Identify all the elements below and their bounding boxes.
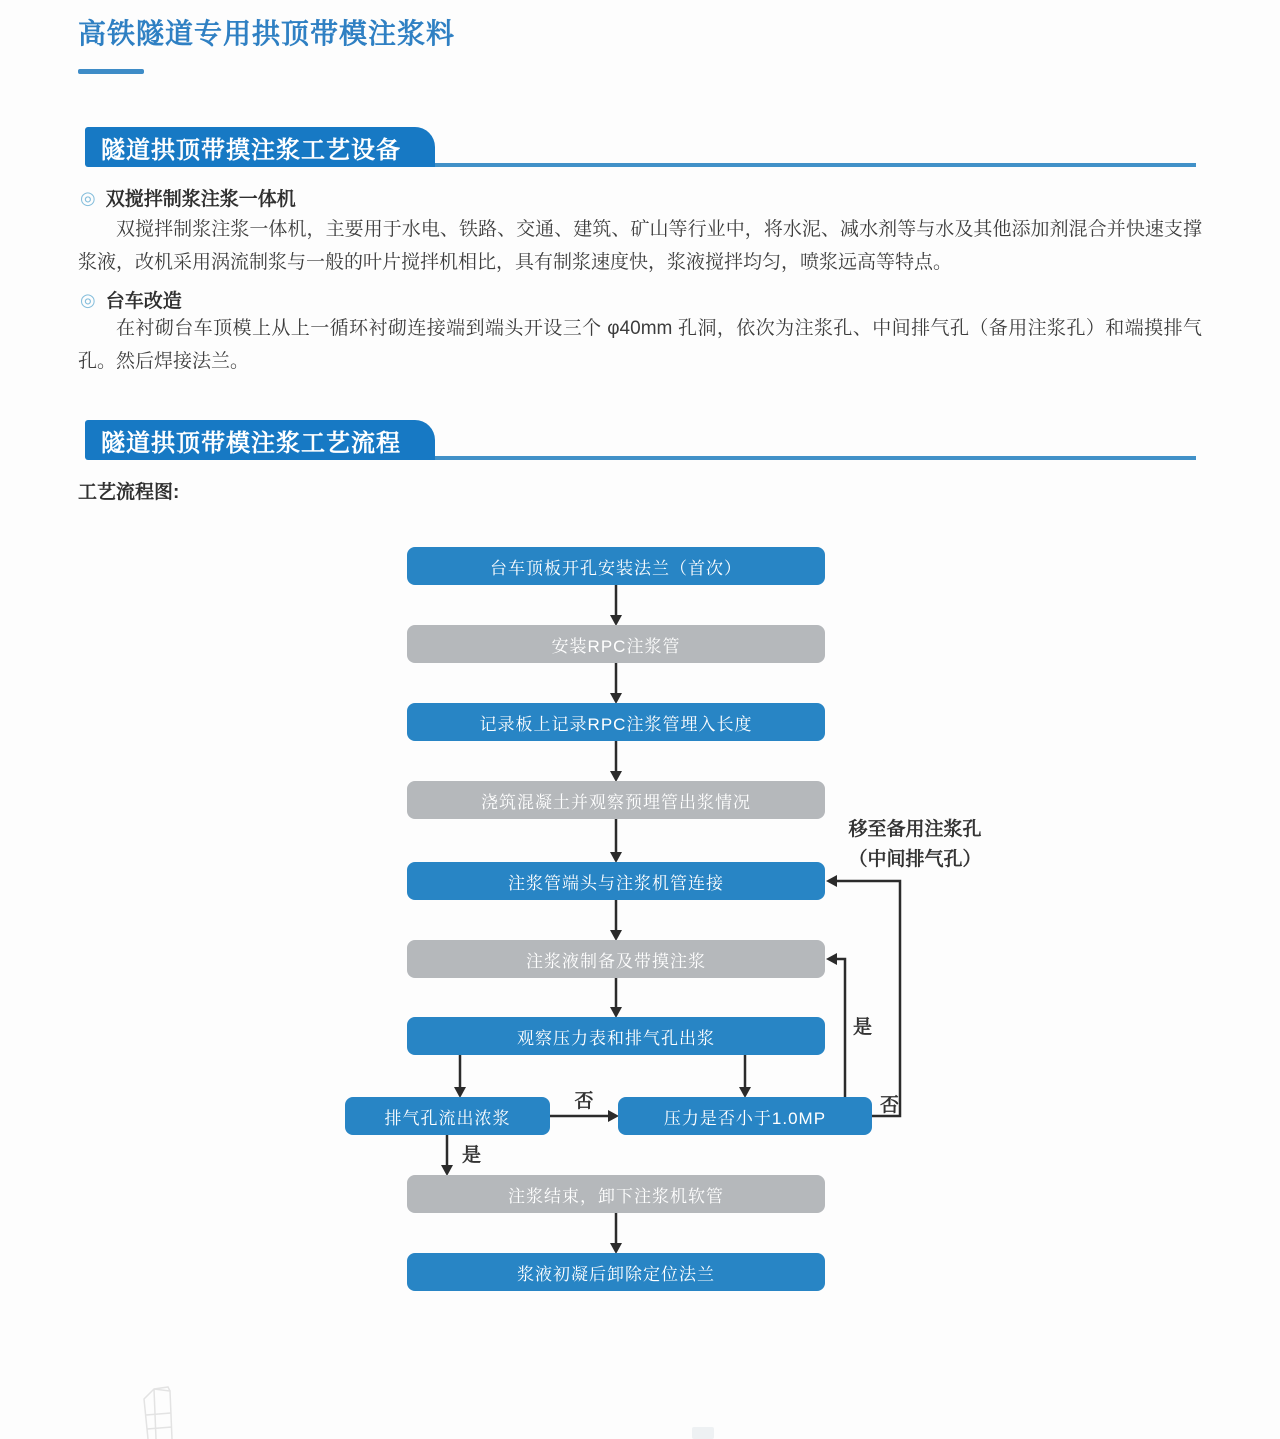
double-circle-bullet-icon: ◎	[80, 289, 96, 310]
flow-step-label: 浇筑混凝土并观察预埋管出浆情况	[481, 792, 751, 812]
flow-step-label: 浆液初凝后卸除定位法兰	[517, 1264, 715, 1284]
section-tab-equipment-label: 隧道拱顶带摸注浆工艺设备	[101, 136, 401, 164]
flow-label-yes-down: 是	[462, 1145, 482, 1166]
double-circle-bullet-icon: ◎	[80, 187, 96, 208]
flow-step-label: 注浆结束，卸下注浆机软管	[508, 1186, 724, 1206]
flow-step-label: 记录板上记录RPC注浆管埋入长度	[479, 714, 753, 734]
flow-step-install-flange	[407, 547, 825, 585]
section-tab-equipment	[85, 127, 435, 167]
flow-step-prepare-grout	[407, 940, 825, 978]
flow-label-no-horizontal: 否	[574, 1091, 594, 1112]
flow-label-yes-loop: 是	[853, 1017, 873, 1038]
page-artifact-smudge	[692, 1427, 714, 1439]
flow-step-record-length	[407, 703, 825, 741]
building-watermark-icon	[130, 1385, 200, 1439]
flow-decision-pressure	[618, 1097, 872, 1135]
section-header-rule	[435, 456, 1196, 460]
section-tab-process-label: 隧道拱顶带模注浆工艺流程	[101, 429, 401, 457]
flow-step-label: 台车顶板开孔安装法兰（首次）	[490, 558, 742, 578]
section-header-process	[0, 420, 1280, 464]
flow-annotation-line1: 移至备用注浆孔	[848, 819, 982, 840]
item-heading-mixer: 双搅拌制浆注浆一体机	[105, 189, 296, 210]
flow-step-label: 观察压力表和排气孔出浆	[517, 1028, 715, 1048]
flow-step-label: 排气孔流出浓浆	[384, 1108, 511, 1128]
flow-annotation-line2: （中间排气孔）	[848, 849, 982, 870]
title-underline	[78, 69, 144, 74]
section-header-equipment	[0, 127, 1280, 171]
list-item-trolley	[80, 286, 182, 313]
paragraph-mixer: 双搅拌制浆注浆一体机，主要用于水电、铁路、交通、建筑、矿山等行业中，将水泥、减水剂等与水及其他添加剂混合并快速支撑浆液，改机采用涡流制浆与一般的叶片搅拌机相比，具有制浆速度快，浆液搅拌均匀，喷浆远高等特点。	[78, 219, 1202, 273]
flow-step-install-rpc-pipe	[407, 625, 825, 663]
flow-step-observe-gauge	[407, 1017, 825, 1055]
flow-step-label: 注浆液制备及带摸注浆	[526, 951, 706, 971]
flow-step-connect-pipe	[407, 862, 825, 900]
list-item-mixer	[80, 184, 296, 211]
flow-annotation-backup-hole	[845, 815, 985, 875]
paragraph-trolley: 在衬砌台车顶模上从上一循环衬砌连接端到端头开设三个 φ40mm 孔洞，依次为注浆孔、中间排气孔（备用注浆孔）和端摸排气孔。然后焊接法兰。	[78, 318, 1202, 372]
flow-step-label: 安装RPC注浆管	[551, 636, 681, 656]
flow-label-no-loop: 否	[880, 1095, 900, 1116]
page-title: 高铁隧道专用拱顶带模注浆料	[78, 18, 456, 49]
flowchart-caption: 工艺流程图:	[78, 482, 180, 503]
item-heading-trolley: 台车改造	[105, 291, 182, 312]
section-header-rule	[435, 163, 1196, 167]
flow-step-remove-flange	[407, 1253, 825, 1291]
flow-step-label: 注浆管端头与注浆机管连接	[508, 873, 724, 893]
flow-step-label: 压力是否小于1.0MP	[663, 1108, 827, 1128]
flow-step-pour-concrete	[407, 781, 825, 819]
section-tab-process	[85, 420, 435, 460]
flow-step-end-grouting	[407, 1175, 825, 1213]
flow-decision-thick-grout	[345, 1097, 550, 1135]
